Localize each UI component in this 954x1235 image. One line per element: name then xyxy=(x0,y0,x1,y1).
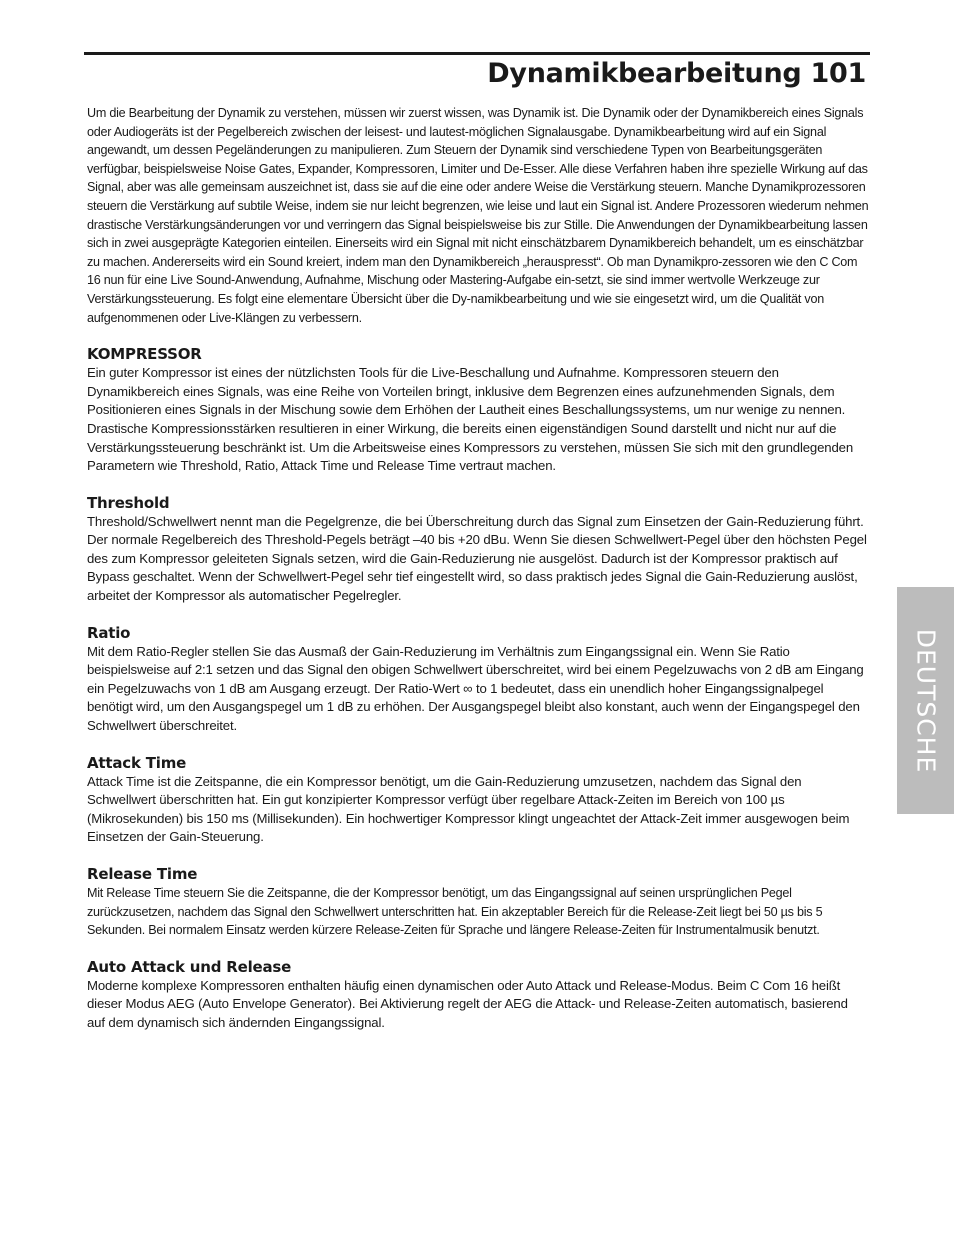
section-heading: KOMPRESSOR xyxy=(87,345,202,364)
section-auto-attack-release xyxy=(87,958,869,1033)
section-body: Moderne komplexe Kompressoren enthalten häufig einen dynamischen oder Auto Attack und Release-Modus. Beim C Com 16 heißt dieser Modus AEG (Auto Envelope Generator). Bei Aktivierung regelt der AEG die Attack- und Release-Zeiten automatisch, basierend auf dem dynamisch sich ändernden Eingangssignal. xyxy=(87,977,848,1030)
language-tab-label: DEUTSCHE xyxy=(911,628,940,773)
document-body xyxy=(87,104,869,1033)
section-body: Ein guter Kompressor ist eines der nützlichsten Tools für die Live-Beschallung und Aufnahme. Kompressoren steuern den Dynamikbereich eines Signals, was eine Reihe von Vorteilen bringt, inklusive dem Begrenzen eines aufzunehmenden Signals, dem Positionieren eines Signals in der Mischung sowie dem Erhöhen der Lautheit eines Beschallungssystems, um nur wenige zu nennen. Drastische Kompressionsstärken resultieren in einer Wirkung, die bereits einen eigenständigen Sound darstellt und nicht nur auf die Verstärkungssteuerung beschränkt ist. Um die Arbeitsweise eines Kompressors zu verstehen, müssen Sie sich mit den grundlegenden Parametern wie Threshold, Ratio, Attack Time und Release Time vertraut machen. xyxy=(87,365,854,474)
section-heading: Ratio xyxy=(87,623,131,642)
section-heading: Release Time xyxy=(87,865,198,883)
language-side-tab xyxy=(897,587,954,814)
section-heading: Auto Attack und Release xyxy=(87,957,292,976)
header-rule xyxy=(84,52,870,55)
section-heading: Attack Time xyxy=(87,753,187,772)
page-title: Dynamikbearbeitung 101 xyxy=(487,58,866,89)
section-body: Threshold/Schwellwert nennt man die Pegelgrenze, die bei Überschreitung durch das Signal zum Einsetzen der Gain-Reduzierung führt. Der normale Regelbereich des Threshold-Pegels beträgt –40 bis +20 dBu. Wenn Sie diesen Schwellwert-Pegel über den höchsten Pegel des zum Kompressor geleiteten Signals setzen, wird die Gain-Reduzierung nie ausgelöst. Dadurch ist der Kompressor praktisch auf Bypass geschaltet. Wenn der Schwellwert-Pegel sehr tief eingestellt wird, so dass praktisch jedes Signal die Gain-Reduzierung auslöst, arbeitet der Kompressor als automatischer Pegelregler. xyxy=(87,513,867,604)
section-body: Mit Release Time steuern Sie die Zeitspanne, die der Kompressor benötigt, um das Eingangssignal auf seinen ursprünglichen Pegel zurückzusetzen, nachdem das Signal den Schwellwert unterschritten hat. Ein akzeptabler Bereich für die Release-Zeit liegt bei 50 µs bis 5 Sekunden. Bei normalem Einsatz werden kürzere Release-Zeiten für Sprache und längere Release-Zeiten für Instrumentalmusik benutzt. xyxy=(87,886,823,938)
section-ratio xyxy=(87,624,869,736)
section-body: Attack Time ist die Zeitspanne, die ein Kompressor benötigt, um die Gain-Reduzierung umzusetzen, nachdem das Signal den Schwellwert überschritten hat. Ein gut konzipierter Kompressor verfügt über regelbare Attack-Zeiten im Bereich von 100 µs (Mikrosekunden) bis 150 ms (Millisekunden). Ein hochwertiger Kompressor klingt ungeachtet der Attack-Zeit immer ausgewogen beim Einsetzen der Gain-Steuerung. xyxy=(87,773,850,845)
section-threshold xyxy=(87,494,869,606)
intro-paragraph: Um die Bearbeitung der Dynamik zu verstehen, müssen wir zuerst wissen, was Dynamik ist. Die Dynamik oder der Dynamikbereich eines Signals oder Audiogeräts ist der Pegelbereich zwischen der leisest- und lautest-möglichen Signalausgabe. Dynamikbearbeitung wird auf ein Signal angewandt, um dessen Pegeländerungen zu manipulieren. Zum Steuern der Dynamik sind verschiedene Typen von Bearbeitungsgeräten verfügbar, beispielsweise Noise Gates, Expander, Kompressoren, Limiter und De-Esser. Alle diese Verfahren haben ihre spezielle Wirkung auf das Signal, aber was alle gemeinsam auszeichnet ist, dass sie auf die eine oder andere Weise die Verstärkung steuern. Manche Dynamikprozessoren steuern die Verstärkung auf subtile Weise, indem sie nur leicht begrenzen, wie leise und laut ein Signal ist. Andere Prozessoren wiederum nehmen drastische Verstärkungsänderungen vor und verringern das Signal beispielsweise bis zur Stille. Die Anwendungen der Dynamikbearbeitung lassen sich in zwei ausgeprägte Kategorien einteilen. Einerseits wird ein Signal mit nicht einschätzbarem Dynamikbereich behandelt, um es einschätzbar zu machen. Andererseits wird ein Sound kreiert, indem man den Dynamikbereich „herauspresst“. Ob man Dynamikpro-zessoren wie den C Com 16 nun für eine Live Sound-Anwendung, Aufnahme, Mischung oder Mastering-Aufgabe ein-setzt, sie sind immer wertvolle Werkzeuge zur Verstärkungssteuerung. Es folgt eine elementare Übersicht über die Dy-namikbearbeitung und wie sie eingesetzt wird, um die Qualität von aufgenommenen oder Live-Klängen zu verbessern. xyxy=(87,106,869,325)
section-attack-time xyxy=(87,754,869,847)
section-heading: Threshold xyxy=(87,493,170,512)
section-body: Mit dem Ratio-Regler stellen Sie das Ausmaß der Gain-Reduzierung im Verhältnis zum Eingangssignal ein. Wenn Sie Ratio beispielsweise auf 2:1 setzen und das Signal den obigen Schwellwert überschreitet, wird bei einem Pegelzuwachs von 2 dB am Eingang ein Pegelzuwachs von 1 dB am Ausgang erzeugt. Der Ratio-Wert ∞ to 1 bedeutet, dass ein unendlich hoher Eingangssignalpegel benötigt wird, um den Ausgangspegel um 1 dB zu erhöhen. Der Ausgangspegel bleibt also konstant, auch wenn der Eingangspegel den Schwellwert überschreitet. xyxy=(87,643,864,734)
section-release-time xyxy=(87,865,869,940)
section-kompressor xyxy=(87,345,869,476)
